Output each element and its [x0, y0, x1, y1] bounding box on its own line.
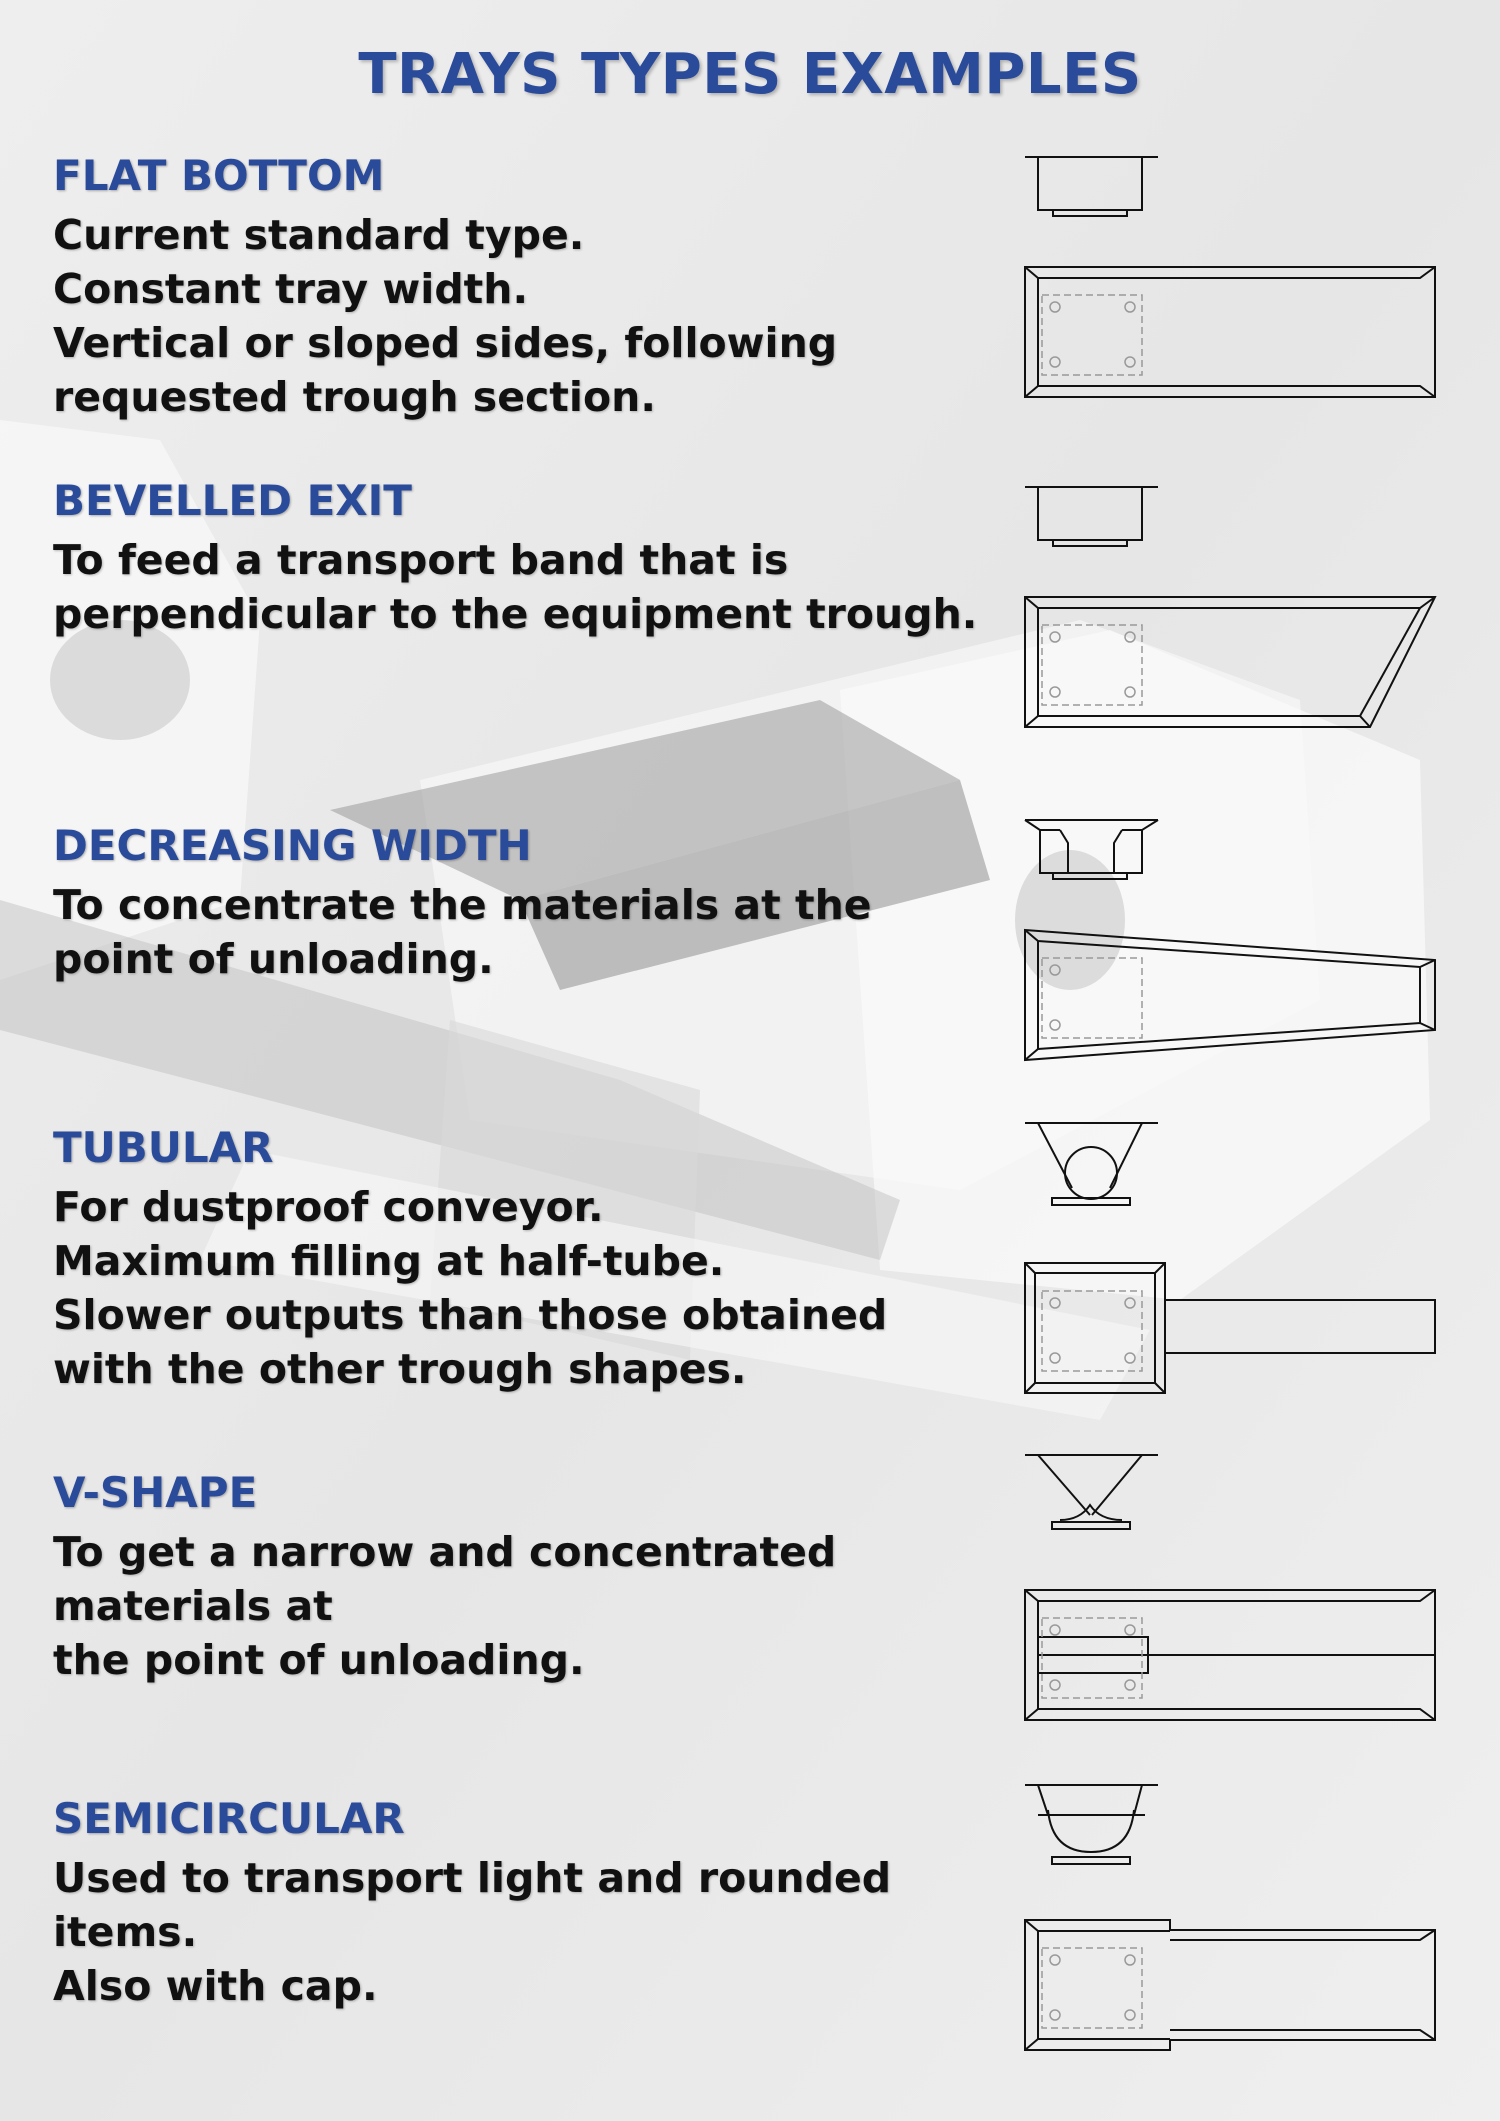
section-line: Maximum filling at half-tube.: [53, 1237, 725, 1285]
section-flat-bottom: [53, 150, 1013, 424]
tubular-top-view-drawing: [1020, 1258, 1440, 1398]
section-line: To concentrate the materials at the: [53, 881, 872, 929]
tubular-section-drawing: [1020, 1118, 1170, 1213]
section-line: perpendicular to the equipment trough.: [53, 590, 978, 638]
semicircular-top-view-drawing: [1020, 1915, 1440, 2055]
section-heading: TUBULAR: [53, 1123, 274, 1172]
v-shape-top-view-drawing: [1020, 1585, 1440, 1725]
section-heading: DECREASING WIDTH: [53, 821, 532, 870]
section-decreasing-width: [53, 820, 1013, 986]
section-bevelled-exit: [53, 475, 1013, 641]
page-title: TRAYS TYPES EXAMPLES: [358, 42, 1142, 107]
section-line: Current standard type.: [53, 211, 585, 259]
section-line: For dustproof conveyor.: [53, 1183, 604, 1231]
section-line: To feed a transport band that is: [53, 536, 789, 584]
section-semicircular: [53, 1793, 1013, 2013]
section-heading: V-SHAPE: [53, 1468, 258, 1517]
bevelled-exit-top-view-drawing: [1020, 592, 1440, 732]
section-line: requested trough section.: [53, 373, 656, 421]
section-line: Vertical or sloped sides, following: [53, 319, 838, 367]
v-shape-section-drawing: [1020, 1450, 1170, 1545]
section-line: point of unloading.: [53, 935, 494, 983]
decreasing-width-top-view-drawing: [1020, 925, 1440, 1065]
semicircular-section-drawing: [1020, 1780, 1170, 1875]
section-line: Slower outputs than those obtained: [53, 1291, 888, 1339]
decreasing-width-section-drawing: [1020, 815, 1170, 885]
section-v-shape: [53, 1467, 1013, 1687]
section-line: Constant tray width.: [53, 265, 529, 313]
flat-bottom-top-view-drawing: [1020, 262, 1440, 402]
section-line: the point of unloading.: [53, 1636, 585, 1684]
section-heading: FLAT BOTTOM: [53, 151, 385, 200]
flat-bottom-section-drawing: [1020, 152, 1170, 222]
section-line: with the other trough shapes.: [53, 1345, 747, 1393]
section-line: materials at: [53, 1582, 333, 1630]
section-line: Used to transport light and rounded items.: [53, 1854, 892, 1956]
section-line: To get a narrow and concentrated: [53, 1528, 837, 1576]
section-tubular: [53, 1122, 1013, 1396]
bevelled-exit-section-drawing: [1020, 482, 1170, 552]
section-heading: BEVELLED EXIT: [53, 476, 412, 525]
section-heading: SEMICIRCULAR: [53, 1794, 405, 1843]
section-line: Also with cap.: [53, 1962, 378, 2010]
